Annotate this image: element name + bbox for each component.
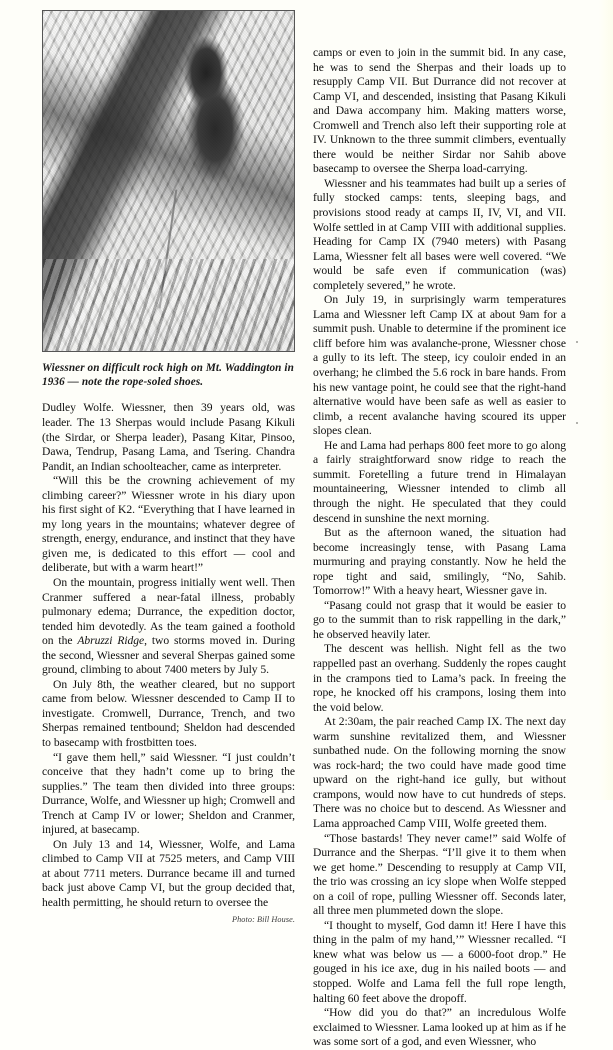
right-paragraph-3: On July 19, in surprisingly warm temperatures Lama and Wiessner left Camp IX at about 9am for a summit push. Unable to determine if the prominent ice cliff before him was avalanche-prone, Wiessner chose a gully to its left. The steep, icy couloir ended in an overhang; he climbed the 5.6 rock in bare hands. From his new vantage point, he could see that the right-hand alternative would have been safe as well as easier to climb, a recent avalanche having scoured its upper slopes clean. xyxy=(313,293,566,438)
right-paragraph-10: “I thought to myself, God damn it! Here I have this thing in the palm of my hand,’” Wiessner recalled. “I knew what was below us — a 6000-foot drop.” He gouged in his ice axe, dug in his nailed boots — and stopped. Wolfe and Lama fell the full rope length, halting 60 feet above the dropoff. xyxy=(313,918,566,1005)
scan-speck xyxy=(576,422,578,424)
photo-lower-rock-band xyxy=(43,259,294,351)
right-paragraph-11: “How did you do that?” an incredulous Wolfe exclaimed to Wiessner. Lama looked up at him as if he was some sort of a god, and even Wiessner, who xyxy=(313,1006,566,1049)
left-paragraph-6: On July 13 and 14, Wiessner, Wolfe, and Lama climbed to Camp VII at 7525 meters, and Camp VIII at about 7711 meters. Durrance became ill and turned back just above Camp VI, but the group decided that, health permitting, he should return to oversee the xyxy=(42,837,295,909)
italic-route-name: Abruzzi Ridge xyxy=(77,634,145,648)
left-paragraph-3: On the mountain, progress initially went well. Then Cranmer suffered a near-fatal illness, probably pulmonary edema; Durrance, the expedition doctor, tended him devotedly. As the team gained a foothold on the Abruzzi Ridge, two storms moved in. During the second, Wiessner and several Sherpas gained some ground, climbing to about 7400 meters by July 5. xyxy=(42,575,295,677)
left-paragraph-4: On July 8th, the weather cleared, but no support came from below. Wiessner descended to Camp II to investigate. Cromwell, Durrance, Trench, and two Sherpas remained tentbound; Sheldon had descended to basecamp with frostbitten toes. xyxy=(42,677,295,749)
left-column xyxy=(42,10,295,924)
left-paragraph-1: Dudley Wolfe. Wiessner, then 39 years old, was leader. The 13 Sherpas would include Pasang Kikuli (the Sirdar, or Sherpa leader), Pasang Kitar, Pinsoo, Dawa, Tendrup, Pasang Lama, and Tsering. Chandra Pandit, an Indian schoolteacher, came as interpreter. xyxy=(42,401,295,473)
right-paragraph-1: camps or even to join in the summit bid. In any case, he was to send the Sherpas and their loads up to resupply Camp VII. But Durrance did not recover at Camp VI, and descended, insisting that Pasang Kikuli and Dawa accompany him. Making matters worse, Cromwell and Trench also left their supporting role at IV. Unknown to the three summit climbers, eventually there would be neither Sirdar nor Sahib above basecamp to oversee the Sherpa load-carrying. xyxy=(313,46,566,176)
right-column xyxy=(313,10,566,1049)
right-paragraph-5: But as the afternoon waned, the situation had become increasingly tense, with Pasang Lama murmuring and praying constantly. Now he held the rope tight and said, smilingly, “No, Sahib. Tomorrow!” With a heavy heart, Wiessner gave in. xyxy=(313,526,566,598)
photo-caption: Wiessner on difficult rock high on Mt. Waddington in 1936 — note the rope-soled shoes. xyxy=(42,362,294,389)
photo-credit: Photo: Bill House. xyxy=(232,914,295,924)
right-paragraph-7: The descent was hellish. Night fell as the two rappelled past an overhang. Suddenly the ropes caught in the crampons tied to Lama’s pack. In freeing the rope, he knocked off his crampons, losing them into the void below. xyxy=(313,642,566,714)
right-paragraph-2: Wiessner and his teammates had built up a series of fully stocked camps: tents, sleeping bags, and provisions stood ready at camps II, IV, VI, and VII. Wolfe settled in at Camp VIII with additional supplies. Heading for Camp IX (7940 meters) with Pasang Lama, Wiessner felt all bases were well covered. “We would be safe even if communication (was) completely severed,” he wrote. xyxy=(313,176,566,292)
right-paragraph-8: At 2:30am, the pair reached Camp IX. The next day warm sunshine revitalized them, and Wiessner sunbathed nude. On the following morning the snow was rock-hard; the two could have made good time upward on the right-hand ice gully, but without crampons, would now have to cut hundreds of steps. There was no choice but to descend. As Wiessner and Lama approached Camp VIII, Wolfe greeted them. xyxy=(313,715,566,830)
scan-speck xyxy=(576,341,578,343)
right-paragraph-9: “Those bastards! They never came!” said Wolfe of Durrance and the Sherpas. “I’ll give it to them when we get home.” Descending to resupply at Camp VII, the trio was crossing an icy slope when Wolfe stepped on a coil of rope, pulling Wiessner off. Seconds later, all three men plummeted down the slope. xyxy=(313,831,566,918)
left-paragraph-5: “I gave them hell,” said Wiessner. “I just couldn’t conceive that they hadn’t come up to bring the supplies.” The team then divided into three groups: Durrance, Wolfe, and Wiessner up high; Cromwell and Trench at Camp IV or lower; Sheldon and Cranmer, injured, at basecamp. xyxy=(42,750,295,837)
right-paragraph-6: “Pasang could not grasp that it would be easier to go to the summit than to risk rappelling in the dark,” he observed heavily later. xyxy=(313,598,566,641)
left-paragraph-2: “Will this be the crowning achievement of my climbing career?” Wiessner wrote in his diary upon his first sight of K2. “Everything that I have learned in my long years in the mountains; whatever degree of strength, energy, endurance, and instinct that they have given me, is dedicated to this effort — cool and deliberate, but with a warm heart!” xyxy=(42,474,295,575)
right-paragraph-4: He and Lama had perhaps 800 feet more to go along a fairly straightforward snow ridge to reach the summit. Foretelling a future trend in Himalayan mountaineering, Wiessner intended to climb all through the night. He speculated that they could descend in sunshine the next morning. xyxy=(313,438,566,525)
climbing-photograph xyxy=(42,10,295,352)
